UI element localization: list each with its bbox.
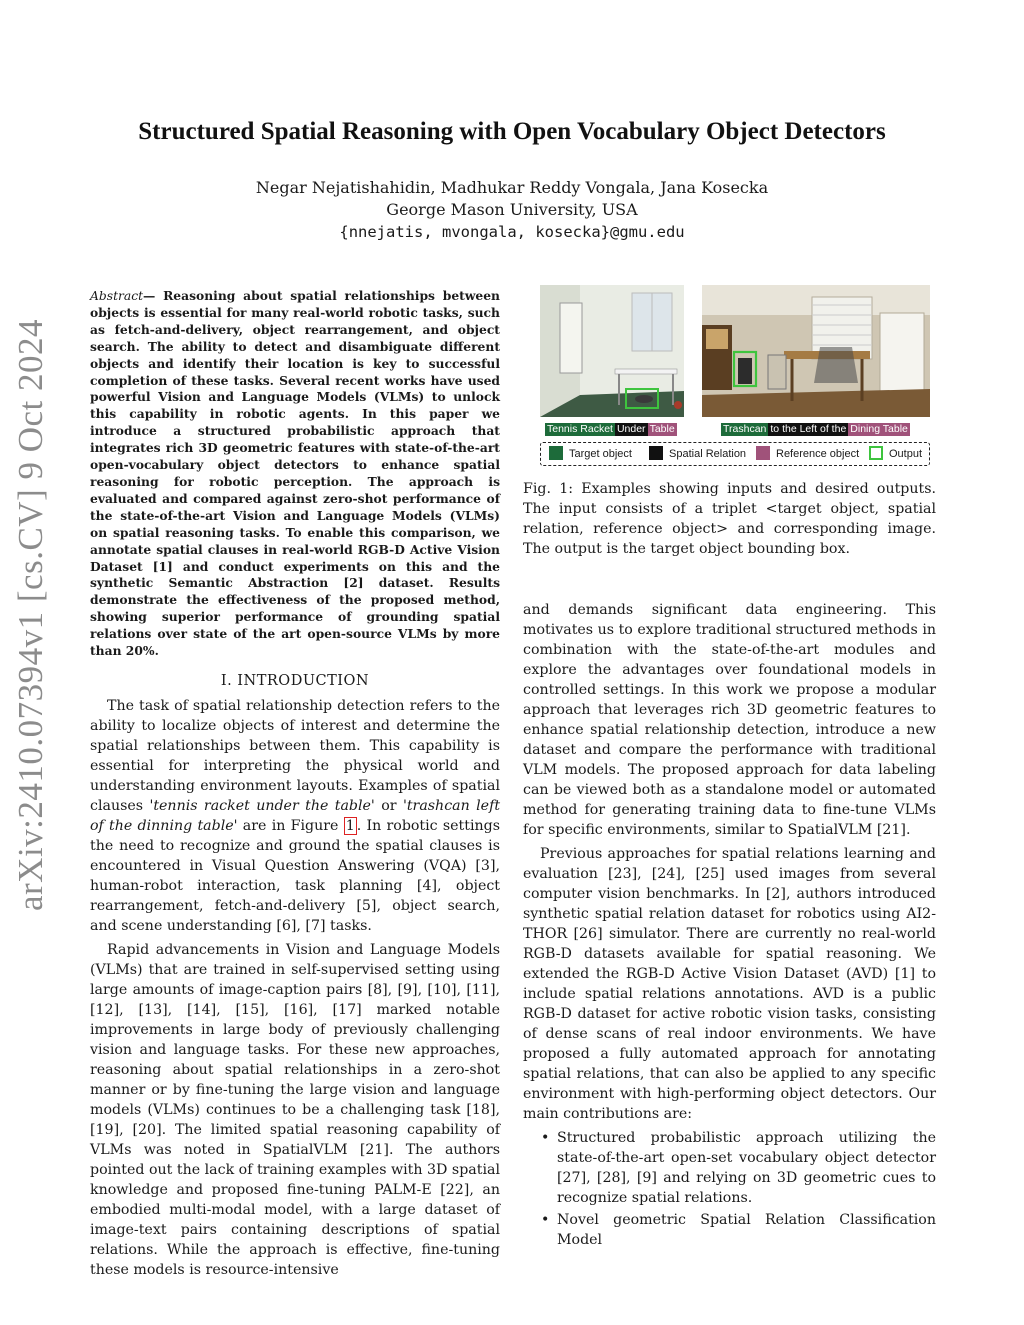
legend-relation: Spatial Relation (649, 446, 746, 462)
abstract (90, 288, 500, 660)
legend-target: Target object (549, 446, 632, 462)
figure-1-link[interactable]: 1 (345, 817, 355, 834)
section-heading: I. INTRODUCTION (220, 672, 370, 689)
ex2-relation-tag: to the Left of the (770, 423, 847, 435)
example-1-label (545, 423, 677, 436)
intro-paragraph-1: The task of spatial relationship detection refers to the ability to localize objects of interest and determine the spatial relationships between them. This capability is essential for interpreting the physical world and understanding environment layouts. Examples of spatial clauses 'tennis racket under the table' or 'trashcan left of the dinning table' are in Figure 1 . In robotic settings the need to recognize and ground the spatial clauses is encountered in Visual Question Answering (VQA) [3], human-robot interaction, task planning [4], object rearrangement, fetch-and-delivery [5], object search, and scene understanding [6], [7] tasks. (90, 697, 501, 934)
author-names: Negar Nejatishahidin, Madhukar Reddy Vongala, Jana Kosecka (255, 178, 769, 197)
right-paragraph-2: Previous approaches for spatial relations learning and evaluation [23], [24], [25] used images from several computer vision benchmarks. In [2], authors introduced synthetic spatial relation dataset for robotics using AI2-THOR [26] simulator. There are currently no real-world RGB-D datasets available for spatial reasoning. We extended the RGB-D Active Vision Dataset (AVD) [1] to include spatial relations annotations. AVD is a public RGB-D dataset for active robotic vision tasks, consisting of dense scans of real indoor environments. We have proposed a fully automated approach for annotating spatial relations, that can also be applied to any specific environment with high-performing object detectors. Our main contributions are: (523, 846, 936, 1122)
author-emails: {nnejatis, mvongala, kosecka}@gmu.edu (339, 223, 685, 241)
relation-swatch-icon (649, 446, 663, 460)
legend-output: Output (869, 446, 922, 462)
paper-title: Structured Spatial Reasoning with Open Vocabulary Object Detectors (138, 118, 886, 145)
example-2-label (721, 423, 910, 436)
ex1-reference-tag: Table (649, 423, 675, 435)
ex1-target-tag: Tennis Racket (547, 423, 613, 435)
abstract-text: — Reasoning about spatial relationships between objects is essential for many real-world robotic tasks, such as fetch-and-delivery, object rearrangement, and object search. The ability to detect and disambiguate different objects and identify their location is key to successful completion of these tasks. Several recent works have used powerful Vision and Language Models (VLMs) to unlock this capability in robotic agents. In this paper we introduce a structured probabilistic approach that integrates rich 3D geometric features with state-of-the-art open-vocabulary object detectors to enhance spatial reasoning for robotic perception. The approach is evaluated and compared against zero-shot performance of the state-of-the-art Vision and Language Models (VLMs) on spatial reasoning tasks. To enable this comparison, we annotate spatial clauses in real-world RGB-D Active Vision Dataset [1] and conduct experiments on this and the synthetic Semantic Abstraction [2] dataset. Results demonstrate the effectiveness of the proposed method, showing superior performance of grounding spatial relations over state of the art open-source VLMs by more than 20%. (90, 288, 500, 659)
arxiv-stamp: arXiv:2410.07394v1 [cs.CV] 9 Oct 2024 (11, 318, 50, 912)
abstract-label: Abstract (90, 289, 144, 303)
ex2-reference-tag: Dining Table (850, 423, 908, 435)
right-paragraph-1: and demands significant data engineering. This motivates us to explore traditional structured methods in combination with the state-of-the-art modules and explore the advantages over foundational models in controlled settings. In this work we propose a modular approach that leverages rich 3D geometric features to enhance spatial relationship detection, introduce a new dataset and compare the performance with traditional VLM models. The proposed approach for data labeling can be viewed both as a standalone model or automated method for generating training data to fine-tune VLMs for specific environments, similar to SpatialVLM [21]. (523, 602, 936, 838)
contributions-list (523, 1128, 936, 1250)
reference-swatch-icon (756, 446, 770, 460)
author-block (0, 177, 1024, 243)
list-item: • Structured probabilistic approach utilizing the state-of-the-art open-set vocabulary object detector [27], [28], [9] and relying on 3D geometric cues to recognize spatial relations. (557, 1128, 936, 1208)
ex2-target-tag: Trashcan (723, 423, 767, 435)
figure-image-room-1 (540, 285, 684, 417)
right-column (523, 600, 936, 1250)
target-swatch-icon (549, 446, 563, 460)
affiliation: George Mason University, USA (386, 200, 638, 219)
output-swatch-icon (869, 446, 883, 460)
figure-legend (540, 442, 930, 466)
left-column (90, 288, 500, 1280)
figure-caption: Fig. 1: Examples showing inputs and desired outputs. The input consists of a triplet <target object, spatial relation, reference object> and corresponding image. The output is the target object bounding box. (523, 481, 936, 557)
legend-reference: Reference object (756, 446, 859, 462)
list-item: • Novel geometric Spatial Relation Classification Model (557, 1210, 936, 1250)
figure-image-room-2 (702, 285, 930, 417)
ex1-relation-tag: Under (616, 423, 646, 435)
intro-paragraph-2: Rapid advancements in Vision and Language Models (VLMs) that are trained in self-supervised setting using large amounts of image-caption pairs [8], [9], [10], [11], [12], [13], [14], [15], [16], [17] marked notable improvements in large body of previously challenging vision and language tasks. For these new approaches, reasoning about spatial relationships in a zero-shot manner or by fine-tuning the large vision and language models (VLMs) continues to be a challenging task [18], [19], [20]. The limited spatial reasoning capability of VLMs was noted in SpatialVLM [21]. The authors pointed out the lack of training examples with 3D spatial knowledge and proposed fine-tuning PALM-E [22], an embodied multi-modal model, with a large dataset of image-text pairs containing descriptions of spatial relations. While the approach is effective, fine-tuning these models is resource-intensive (90, 941, 500, 1278)
